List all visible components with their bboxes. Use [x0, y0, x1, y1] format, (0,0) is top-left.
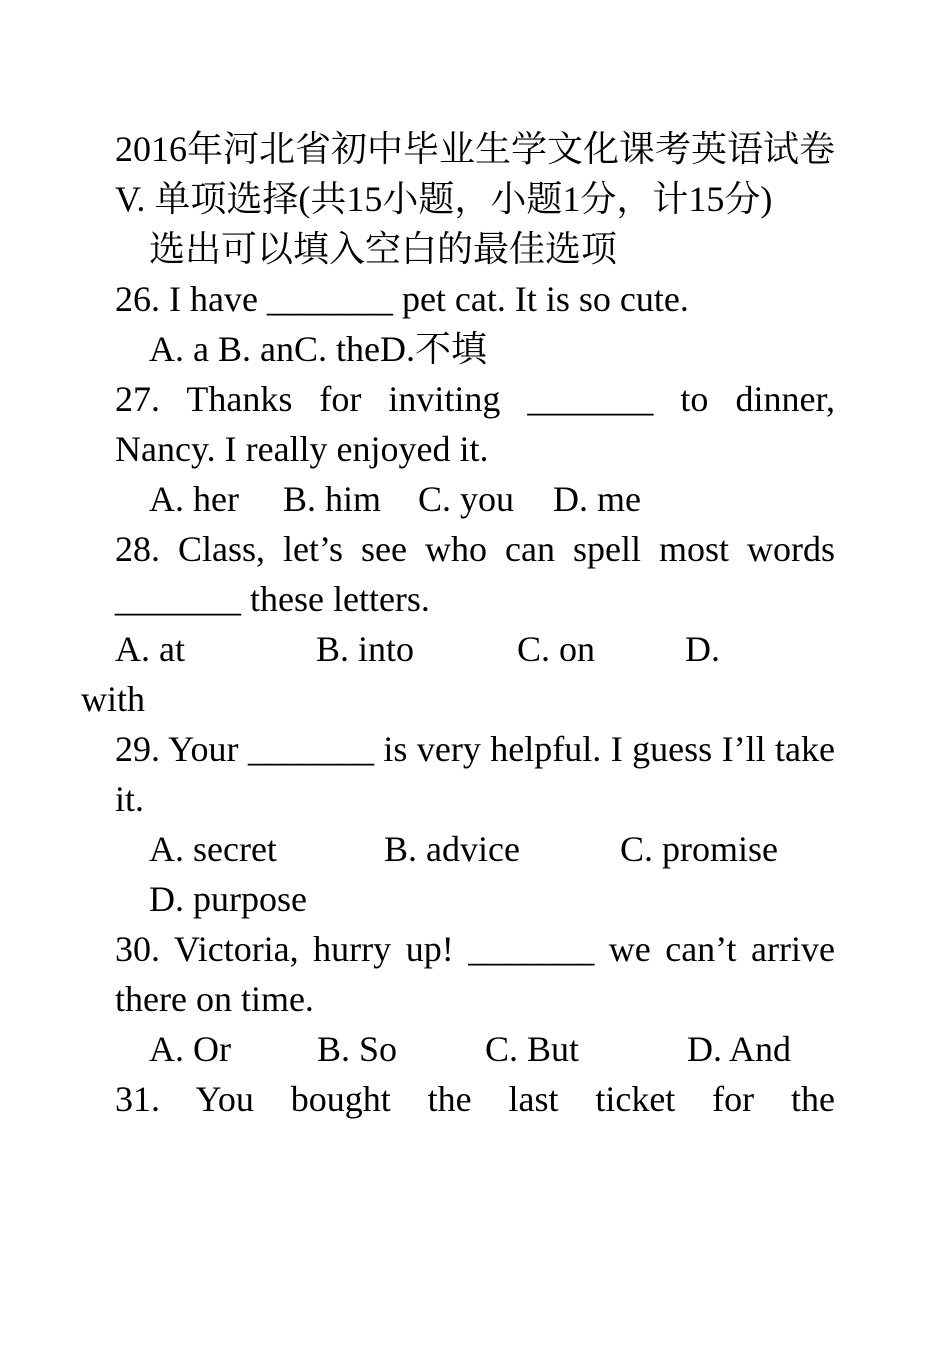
- question-number: 31.: [115, 1079, 160, 1119]
- question-stem: Victoria, hurry up! _______ we can’t arrive there on time.: [115, 929, 835, 1019]
- exam-title: [115, 124, 835, 174]
- option-c: C. But: [485, 1029, 580, 1069]
- question-stem: You bought the last ticket for the: [195, 1079, 835, 1119]
- options-line: A. a B. anC. theD.不填: [149, 329, 487, 369]
- question-number: 30.: [115, 929, 160, 969]
- question-27-options: [115, 474, 835, 524]
- question-29-options-row2: [115, 874, 835, 924]
- option-a: A. secret: [149, 829, 277, 869]
- option-a: A. her: [149, 479, 239, 519]
- option-b: B. him: [283, 479, 382, 519]
- section-heading: [115, 174, 835, 224]
- option-d-letter: D.: [685, 629, 720, 669]
- option-d: D. purpose: [149, 879, 307, 919]
- question-28: [115, 524, 835, 624]
- question-27: [115, 374, 835, 474]
- question-number: 28.: [115, 529, 160, 569]
- option-b: B. into: [316, 629, 415, 669]
- question-number: 26.: [115, 279, 160, 319]
- option-d: D. me: [553, 479, 641, 519]
- question-stem: I have _______ pet cat. It is so cute.: [169, 279, 689, 319]
- question-30-options: [115, 1024, 835, 1074]
- option-b: B. So: [317, 1029, 398, 1069]
- section-heading-text: V. 单项选择(共15小题，小题1分，计15分): [115, 179, 773, 219]
- option-a: A. Or: [149, 1029, 231, 1069]
- question-stem: Class, let’s see who can spell most words _______ these letters.: [115, 529, 835, 619]
- question-number: 29.: [115, 729, 160, 769]
- question-number: 27.: [115, 379, 160, 419]
- instruction-text: 选出可以填入空白的最佳选项: [149, 229, 618, 269]
- question-31: [115, 1074, 835, 1124]
- option-c: C. you: [418, 479, 515, 519]
- question-29-options-row1: [115, 824, 835, 874]
- exam-title-text: 2016年河北省初中毕业生学文化课考英语试卷: [115, 129, 836, 169]
- question-26: [115, 274, 835, 324]
- question-30: [115, 924, 835, 1024]
- question-29: [115, 724, 835, 824]
- option-b: B. advice: [384, 829, 520, 869]
- option-a: A. at: [115, 629, 185, 669]
- option-d-text: with: [81, 679, 146, 719]
- option-c: C. promise: [620, 829, 778, 869]
- option-c: C. on: [517, 629, 596, 669]
- instruction: [115, 224, 835, 274]
- question-28-options: [81, 624, 835, 724]
- question-stem: Your _______ is very helpful. I guess I’ll take it.: [115, 729, 835, 819]
- exam-page: [81, 124, 836, 1124]
- question-stem: Thanks for inviting _______ to dinner, Nancy. I really enjoyed it.: [115, 379, 835, 469]
- option-d: D. And: [687, 1029, 792, 1069]
- question-26-options: [115, 324, 835, 374]
